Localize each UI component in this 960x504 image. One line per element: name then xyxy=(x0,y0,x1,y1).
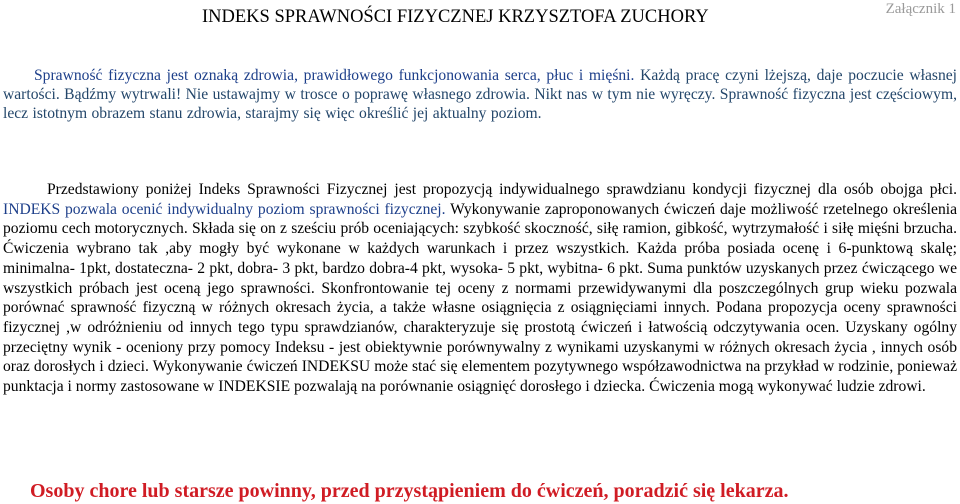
body-paragraph xyxy=(3,180,957,397)
body-part-3: Wykonywanie zaproponowanych ćwiczeń daje możliwość rzetelnego określenia poziomu cech motorycznych. Składa się on z sześciu prób oceniających: szybkość skoczność, siłę ramion, gibkość, wytrzymałość i siłę mięśni brzucha. Ćwiczenia wybrano tak ,aby mogły być wykonane w każdych warunkach i przez wszystkich. Każda próba posiada ocenę i 6-punktową skalę; minimalna- 1pkt, dostateczna- 2 pkt, dobra- 3 pkt, bardzo dobra-4 pkt, wysoka- 5 pkt, wybitna- 6 pkt. Suma punktów uzyskanych przez ćwiczącego we wszystkich próbach jest oceną jego sprawności. Skonfrontowanie tej oceny z normami przewidywanymi dla poszczególnych grup wieku pozwala porównać sprawność fizyczną w różnych okresach życia, a także własne osiągnięcia z osiągnięciami innych. Podana propozycja oceny sprawności fizycznej ,w odróżnieniu od innych tego typu sprawdzianów, charakteryzuje się prostotą ćwiczeń i łatwością odczytywania ocen. Uzyskany ogólny przeciętny wynik - oceniony przy pomocy Indeksu - jest obiektywnie porównywalny z wynikami uzyskanymi w różnych okresach życia , innych osób oraz dorosłych i dzieci. Wykonywanie ćwiczeń INDEKSU może stać się elementem pozytywnego współzawodnictwa na przykład w rodzinie, ponieważ punktacja i normy zastosowane w INDEKSIE pozwalają na porównanie osiągnięć dorosłego i dziecka. Ćwiczenia mogą wykonywać ludzie zdrowi. xyxy=(3,200,957,396)
intro-sentence-2: Każdą pracę czyni lżejszą, daje poczucie własnej wartości. Bądźmy wytrwali! Nie ustawajmy w trosce o poprawę własnego zdrowia. Nikt nas w tym nie wyręczy. Sprawność fizyczna jest częściowym, lecz istotnym obrazem stanu zdrowia, starajmy się więc określić jej aktualny poziom. xyxy=(3,67,957,123)
health-warning: Osoby chore lub starsze powinny, przed przystąpieniem do ćwiczeń, poradzić się lekarza. xyxy=(30,480,789,502)
body-part-1: Przedstawiony poniżej Indeks Sprawności Fizycznej jest propozycją indywidualnego sprawdzianu kondycji fizycznej dla osób obojga płci. xyxy=(47,181,957,198)
intro-sentence-1: Sprawność fizyczna jest oznaką zdrowia, prawidłowego funkcjonowania serca, płuc i mięśni. xyxy=(34,67,641,84)
attachment-label: Załącznik 1 xyxy=(885,1,956,17)
document-title: INDEKS SPRAWNOŚCI FIZYCZNEJ KRZYSZTOFA ZUCHORY xyxy=(202,7,709,27)
intro-paragraph xyxy=(3,66,957,124)
body-part-2: INDEKS pozwala ocenić indywidualny poziom sprawności fizycznej. xyxy=(3,200,446,218)
